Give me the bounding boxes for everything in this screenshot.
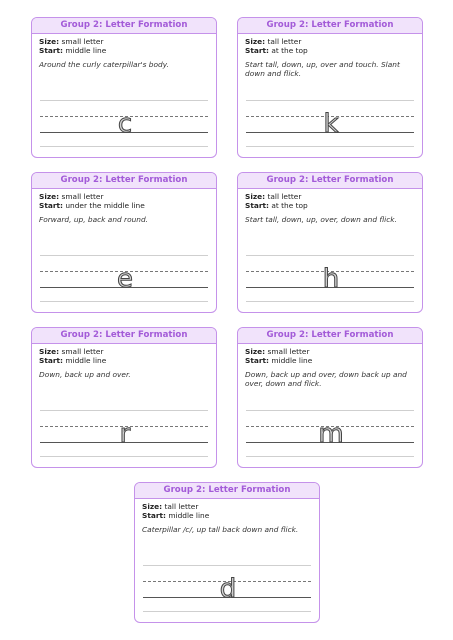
start-label: Start: [39,46,63,56]
size-label: Size: [39,192,60,201]
letter-c-glyph [40,100,210,152]
letter-card-d [134,482,320,623]
svg-text:m: m [318,419,344,449]
start-value: under the middle line [65,201,145,211]
start-value: middle line [65,356,107,366]
handwriting-lines [40,255,208,307]
letter-card-r [31,327,217,468]
size-label: Size: [142,502,163,511]
instruction-text: Start tall, down, up, over and touch. Slant down and flick. [245,59,400,78]
svg-text:h: h [322,264,340,294]
start-label: Start: [39,356,63,366]
instruction-text: Down, back up and over. [39,369,131,379]
start-value: at the top [271,46,308,56]
start-label: Start: [245,46,269,56]
card-title: Group 2: Letter Formation [32,328,216,344]
size-value: tall letter [267,37,302,46]
handwriting-lines [40,410,208,462]
letter-r-glyph [40,410,210,462]
start-value: middle line [271,356,313,366]
handwriting-lines [246,410,414,462]
svg-text:k: k [323,109,339,139]
svg-text:e: e [117,264,133,294]
size-value: tall letter [164,502,199,511]
letter-m-glyph [246,410,416,462]
instruction-text: Around the curly caterpillar's body. [39,59,169,69]
handwriting-lines [246,100,414,152]
card-title: Group 2: Letter Formation [238,18,422,34]
size-label: Size: [39,347,60,356]
card-title: Group 2: Letter Formation [135,483,319,499]
card-title: Group 2: Letter Formation [32,173,216,189]
letter-card-c [31,17,217,158]
handwriting-lines [246,255,414,307]
size-label: Size: [245,192,266,201]
letter-d-glyph [143,565,313,617]
size-value: small letter [267,347,310,356]
letter-h-glyph [246,255,416,307]
start-label: Start: [245,356,269,366]
letter-k-glyph [246,100,416,152]
instruction-text: Caterpillar /c/, up tall back down and flick. [142,524,299,534]
letter-e-glyph [40,255,210,307]
start-value: middle line [65,46,107,56]
size-label: Size: [245,347,266,356]
start-value: at the top [271,201,308,211]
size-value: small letter [61,192,104,201]
letter-card-h [237,172,423,313]
start-label: Start: [245,201,269,211]
handwriting-lines [143,565,311,617]
instruction-text: Forward, up, back and round. [39,214,149,224]
size-value: small letter [61,37,104,46]
instruction-text: Start tall, down, up, over, down and flick. [245,214,397,224]
handwriting-lines [40,100,208,152]
start-label: Start: [39,201,63,211]
size-label: Size: [245,37,266,46]
svg-text:d: d [219,574,237,604]
size-label: Size: [39,37,60,46]
svg-text:r: r [119,419,131,449]
svg-text:c: c [117,109,133,139]
letter-card-m [237,327,423,468]
start-label: Start: [142,511,166,521]
card-title: Group 2: Letter Formation [238,173,422,189]
size-value: small letter [61,347,104,356]
letter-card-k [237,17,423,158]
instruction-text: Down, back up and over, down back up and over, down and flick. [245,369,407,388]
card-title: Group 2: Letter Formation [32,18,216,34]
card-title: Group 2: Letter Formation [238,328,422,344]
start-value: middle line [168,511,210,521]
letter-card-e [31,172,217,313]
size-value: tall letter [267,192,302,201]
